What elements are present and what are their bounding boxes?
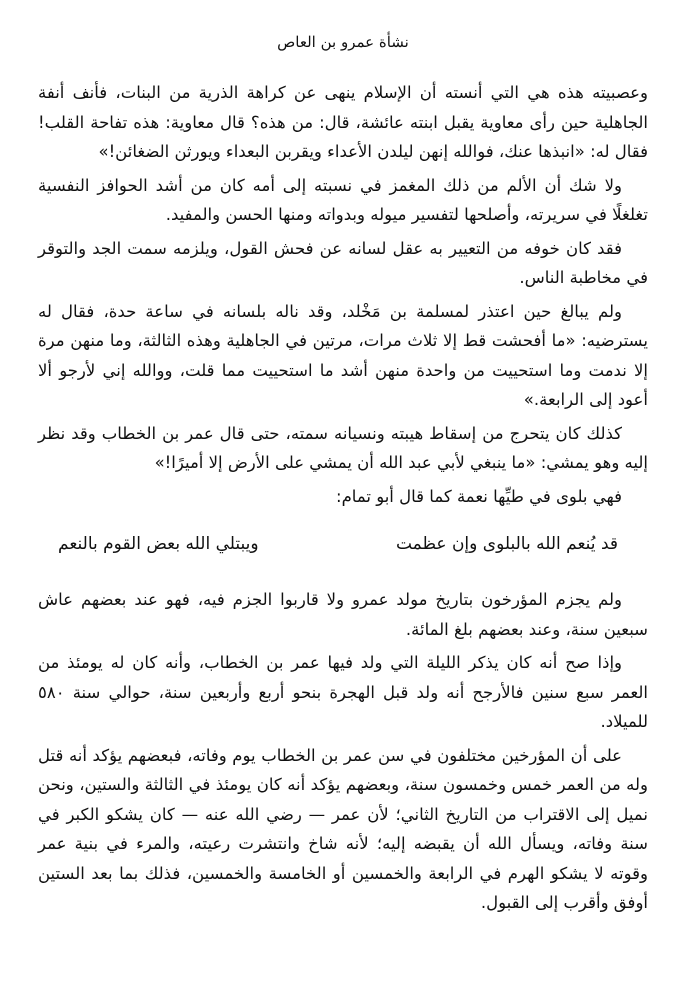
paragraph: وإذا صح أنه كان يذكر الليلة التي ولد فيها عمر بن الخطاب، وأنه كان له يومئذ من العمر سبع سنين فالأرجح أنه ولد قبل الهجرة بنحو أربع وأربعين سنة، حوالي سنة ٥٨٠ للميلاد. <box>38 653 648 731</box>
paragraph: فهي بلوى في طيِّها نعمة كما قال أبو تمام: <box>336 486 622 506</box>
paragraph: فقد كان خوفه من التعيير به عقل لسانه عن فحش القول، ويلزمه سمت الجد والتوقر في مخاطبة الناس. <box>38 238 648 287</box>
verse-second-hemistich: ويبتلي الله بعض القوم بالنعم <box>58 534 259 554</box>
paragraph: ولا شك أن الألم من ذلك المغمز في نسبته إلى أمه كان من أشد الحوافز النفسية تغلغلًا في سريرته، وأصلحها لتفسير ميوله وبدواته ومنها الحسن والمفيد. <box>38 175 648 224</box>
running-title: نشأة عمرو بن العاص <box>277 33 409 51</box>
poem-verse <box>58 529 618 559</box>
paragraph: وعصبيته هذه هي التي أنسته أن الإسلام ينهى عن كراهة الذرية من البنات، فأنف أنفة الجاهلية حين رأى معاوية يقبل ابنته عائشة، قال: من هذه؟ قال معاوية: هذه تفاحة القلب! فقال له: «انبذها عنك، فوالله إنهن ليلدن الأعداء ويقربن البعداء ويورثن الضغائن!» <box>38 83 648 161</box>
paragraph: كذلك كان يتحرج من إسقاط هيبته ونسيانه سمته، حتى قال عمر بن الخطاب وقد نظر إليه وهو يمشي: «ما ينبغي لأبي عبد الله أن يمشي على الأرض إلا أميرًا!» <box>38 423 648 472</box>
paragraph: ولم يجزم المؤرخون بتاريخ مولد عمرو ولا قاربوا الجزم فيه، فهو عند بعضهم عاش سبعين سنة، وعند بعضهم بلغ المائة. <box>38 590 648 639</box>
verse-first-hemistich: قد يُنعم الله بالبلوى وإن عظمت <box>395 534 618 554</box>
paragraph: على أن المؤرخين مختلفون في سن عمر بن الخطاب يوم وفاته، فبعضهم يؤكد أنه قتل وله من العمر خمس وخمسون سنة، وبعضهم يؤكد أنه كان يومئذ في الثالثة والستين، ونحن نميل إلى الاقتراب من التاريخ الثاني؛ لأن عمر — رضي الله عنه — كان يشكو الكبر في سنة وفاته، ويسأل الله أن يقبضه إليه؛ لأنه شاخ وانتشرت رعيته، والمرء في بنية عمر وقوته لا يشكو الهرم في الرابعة والخمسين أو الخامسة والخمسين، فذلك بما بعد الستين أوفق وأقرب إلى القبول. <box>38 745 648 912</box>
body-text <box>38 78 648 918</box>
paragraph: ولم يبالغ حين اعتذر لمسلمة بن مَخْلد، وقد ناله بلسانه في ساعة حدة، فقال له يسترضيه: «ما أفحشت قط إلا ثلاث مرات، مرتين في الجاهلية وهذه الثالثة، وما منهن مرة إلا ندمت وما استحييت من واحدة منهن أشد ما استحييت مما قلت، ووالله إني لأرجو ألا أعود إلى الرابعة.» <box>38 301 648 409</box>
